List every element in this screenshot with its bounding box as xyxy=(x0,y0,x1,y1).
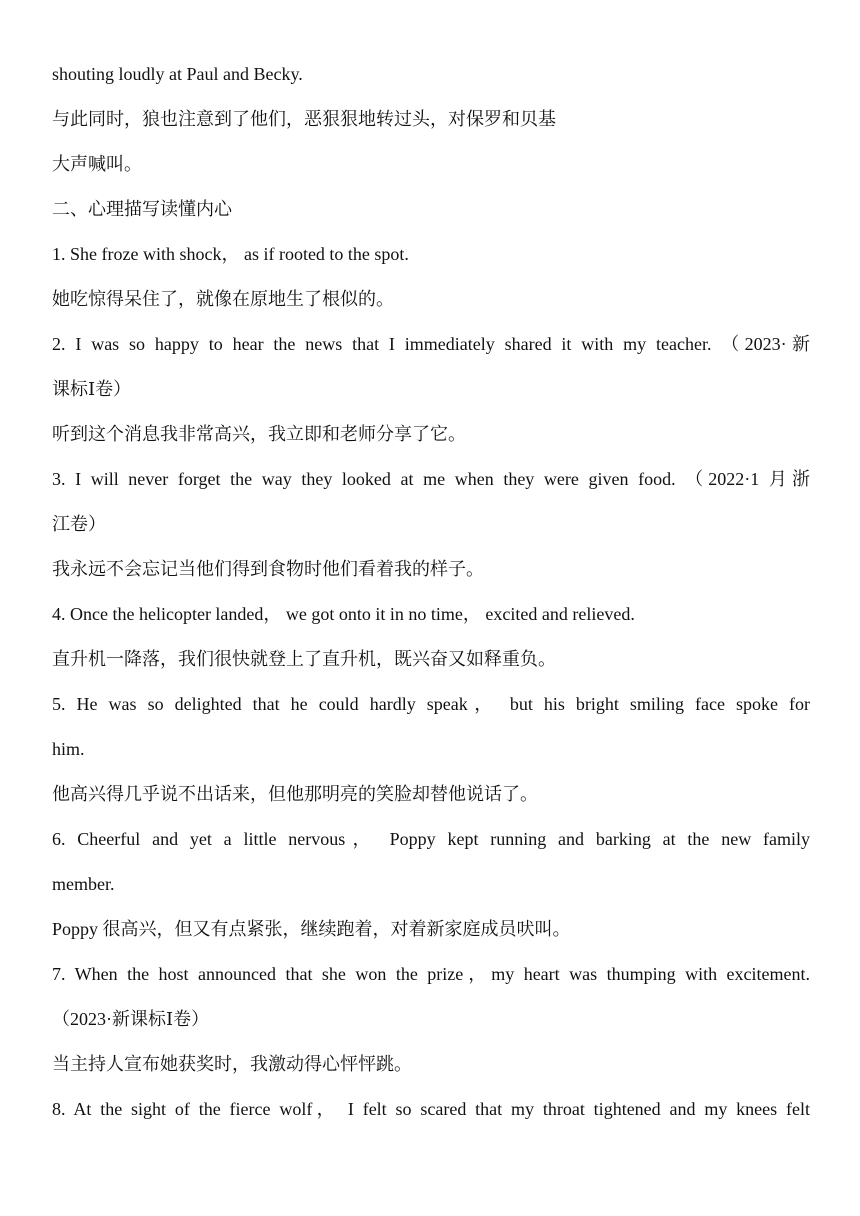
text-line: 我永远不会忘记当他们得到食物时他们看着我的样子。 xyxy=(52,559,484,579)
text-line: 江卷） xyxy=(52,514,106,534)
text-line: 8. At the sight of the fierce wolf， I felt so scared that my throat tightened and my knees felt xyxy=(52,1099,810,1119)
text-line: 课标Ⅰ卷） xyxy=(52,379,132,399)
text-line: （2023·新课标Ⅰ卷） xyxy=(52,1009,210,1029)
text-line: 他高兴得几乎说不出话来，但他那明亮的笑脸却替他说话了。 xyxy=(52,784,538,804)
text-line: 4. Once the helicopter landed， we got onto it in no time， excited and relieved. xyxy=(52,604,635,624)
text-line: 7. When the host announced that she won the prize，my heart was thumping with excitement. xyxy=(52,964,810,984)
text-line: 1. She froze with shock， as if rooted to the spot. xyxy=(52,244,409,264)
text-line: 5. He was so delighted that he could hardly speak， but his bright smiling face spoke for xyxy=(52,694,810,714)
text-line: him. xyxy=(52,739,85,759)
text-line: 3. I will never forget the way they looked at me when they were given food. （2022·1 月浙 xyxy=(52,469,810,489)
section-heading: 二、心理描写读懂内心 xyxy=(52,199,232,219)
document-page xyxy=(52,52,810,1132)
text-line: 听到这个消息我非常高兴，我立即和老师分享了它。 xyxy=(52,424,466,444)
text-line: 2. I was so happy to hear the news that I immediately shared it with my teacher. （2023·新 xyxy=(52,334,810,354)
text-line: 大声喊叫。 xyxy=(52,154,142,174)
text-line: member. xyxy=(52,874,115,894)
text-line: 直升机一降落，我们很快就登上了直升机，既兴奋又如释重负。 xyxy=(52,649,556,669)
text-line: 当主持人宣布她获奖时，我激动得心怦怦跳。 xyxy=(52,1054,412,1074)
text-line: 与此同时，狼也注意到了他们，恶狠狠地转过头，对保罗和贝基 xyxy=(52,109,556,129)
text-line: 6. Cheerful and yet a little nervous， Poppy kept running and barking at the new family xyxy=(52,829,810,849)
text-line: Poppy 很高兴，但又有点紧张，继续跑着，对着新家庭成员吠叫。 xyxy=(52,919,571,939)
text-line: 她吃惊得呆住了，就像在原地生了根似的。 xyxy=(52,289,394,309)
text-line: shouting loudly at Paul and Becky. xyxy=(52,64,303,84)
